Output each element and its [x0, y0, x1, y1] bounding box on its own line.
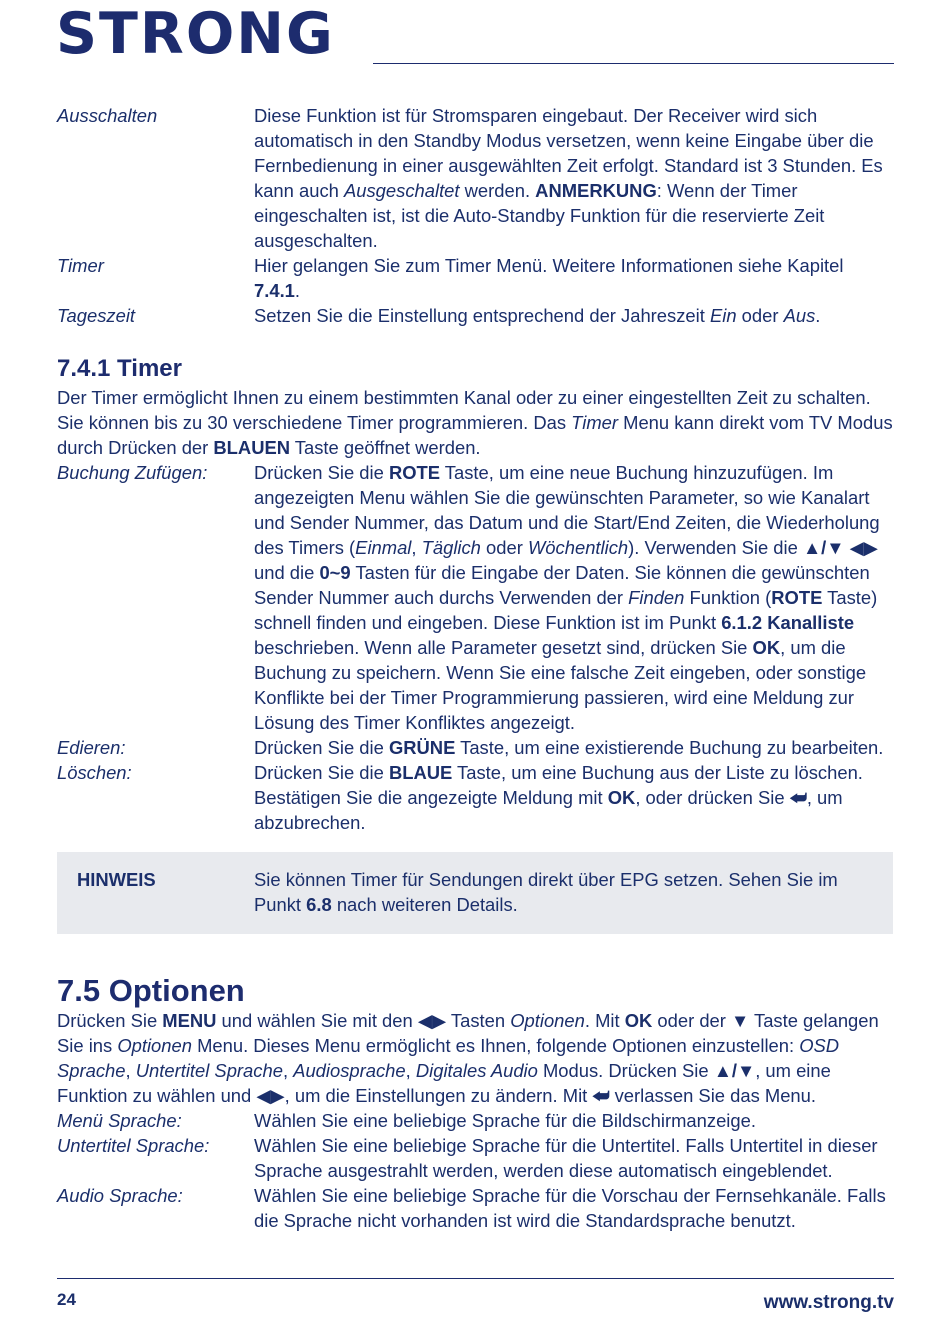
def-term: Löschen:	[57, 762, 132, 783]
definitions-settings	[57, 103, 893, 328]
def-desc: Diese Funktion ist für Stromsparen eingebaut. Der Receiver wird sich automatisch in den Standby Modus versetzen, wenn keine Eingabe über die Fernbedienung in einer ausgewählten Zeit erfolgt. Standard ist 3 Stunden. Es kann auch Ausgeschaltet werden. ANMERKUNG: Wenn der Timer eingeschalten ist, ist die Auto-Standby Funktion für die reservierte Zeit ausgeschalten.	[254, 105, 883, 251]
def-row-loeschen	[57, 760, 893, 835]
note-box	[57, 852, 893, 934]
def-desc: Drücken Sie die BLAUE Taste, um eine Buchung aus der Liste zu löschen. Bestätigen Sie die angezeigte Meldung mit OK, oder drücken Sie ⮨, um abzubrechen.	[254, 762, 863, 833]
timer-intro: Der Timer ermöglicht Ihnen zu einem bestimmten Kanal oder zu einer eingestellten Zeit zu schalten. Sie können bis zu 30 verschiedene Timer programmieren. Das Timer Menu kann direkt vom TV Modus durch Drücken der BLAUEN Taste geöffnet werden.	[57, 387, 893, 458]
def-row-tageszeit	[57, 303, 893, 328]
def-row-untertitel-sprache	[57, 1133, 893, 1183]
def-term: Ausschalten	[57, 105, 158, 126]
def-desc: Wählen Sie eine beliebige Sprache für die Untertitel. Falls Untertitel in dieser Sprache ausgestrahlt werden, werden diese automatisch eingeblendet.	[254, 1135, 878, 1181]
def-desc: Drücken Sie die GRÜNE Taste, um eine existierende Buchung zu bearbeiten.	[254, 737, 884, 758]
def-row-audio-sprache	[57, 1183, 893, 1233]
note-text: Sie können Timer für Sendungen direkt über EPG setzen. Sehen Sie im Punkt 6.8 nach weiteren Details.	[254, 869, 838, 915]
def-desc: Wählen Sie eine beliebige Sprache für die Vorschau der Fernsehkanäle. Falls die Sprache nicht vorhanden ist wird die Standardsprache benutzt.	[254, 1185, 886, 1231]
def-row-edieren	[57, 735, 893, 760]
page-content	[57, 103, 893, 1233]
note-label: HINWEIS	[77, 869, 156, 890]
page-number: 24	[57, 1290, 76, 1309]
def-term: Audio Sprache:	[57, 1185, 183, 1206]
def-row-buchung	[57, 460, 893, 735]
def-row-menu-sprache	[57, 1108, 893, 1133]
def-desc: Setzen Sie die Einstellung entsprechend der Jahreszeit Ein oder Aus.	[254, 305, 821, 326]
section-heading-timer: 7.4.1 Timer	[57, 355, 182, 382]
strong-logo: STRONG	[56, 1, 335, 67]
website-link[interactable]: www.strong.tv	[763, 1292, 894, 1313]
footer-rule	[57, 1278, 894, 1279]
header-rule	[373, 63, 894, 64]
section-heading-optionen: 7.5 Optionen	[57, 973, 245, 1008]
def-row-timer	[57, 253, 893, 303]
def-term: Tageszeit	[57, 305, 136, 326]
def-desc: Hier gelangen Sie zum Timer Menü. Weitere Informationen siehe Kapitel 7.4.1.	[254, 255, 844, 301]
def-term: Buchung Zufügen:	[57, 462, 208, 483]
def-term: Untertitel Sprache:	[57, 1135, 210, 1156]
def-term: Edieren:	[57, 737, 126, 758]
def-term: Timer	[57, 255, 104, 276]
def-desc: Wählen Sie eine beliebige Sprache für die Bildschirmanzeige.	[254, 1110, 756, 1131]
def-term: Menü Sprache:	[57, 1110, 182, 1131]
def-desc: Drücken Sie die ROTE Taste, um eine neue Buchung hinzuzufügen. Im angezeigten Menu wählen Sie die gewünschten Parameter, so wie Kanalart und Sender Nummer, das Datum und die Start/End Zeiten, die Wiederholung des Timers (Einmal, Täglich oder Wöchentlich). Verwenden Sie die ▲/▼ ◀▶ und die 0~9 Tasten für die Eingabe der Daten. Sie können die gewünschten Sender Nummer auch durchs Verwenden der Finden Funktion (ROTE Taste) schnell finden und eingeben. Diese Funktion ist im Punkt 6.1.2 Kanalliste beschrieben. Wenn alle Parameter gesetzt sind, drücken Sie OK, um die Buchung zu speichern. Wenn Sie eine falsche Zeit eingeben, oder sonstige Konflikte bei der Timer Programmierung passieren, wird eine Meldung zur Lösung des Timer Konfliktes angezeigt.	[254, 462, 880, 733]
def-row-ausschalten	[57, 103, 893, 253]
optionen-intro: Drücken Sie MENU und wählen Sie mit den ◀▶ Tasten Optionen. Mit OK oder der ▼ Taste gelangen Sie ins Optionen Menu. Dieses Menu ermöglicht es Ihnen, folgende Optionen einzustellen: OSD Sprache, Untertitel Sprache, Audiosprache, Digitales Audio Modus. Drücken Sie ▲/▼, um eine Funktion zu wählen und ◀▶, um die Einstellungen zu ändern. Mit ⮨ verlassen Sie das Menu.	[57, 1010, 879, 1106]
